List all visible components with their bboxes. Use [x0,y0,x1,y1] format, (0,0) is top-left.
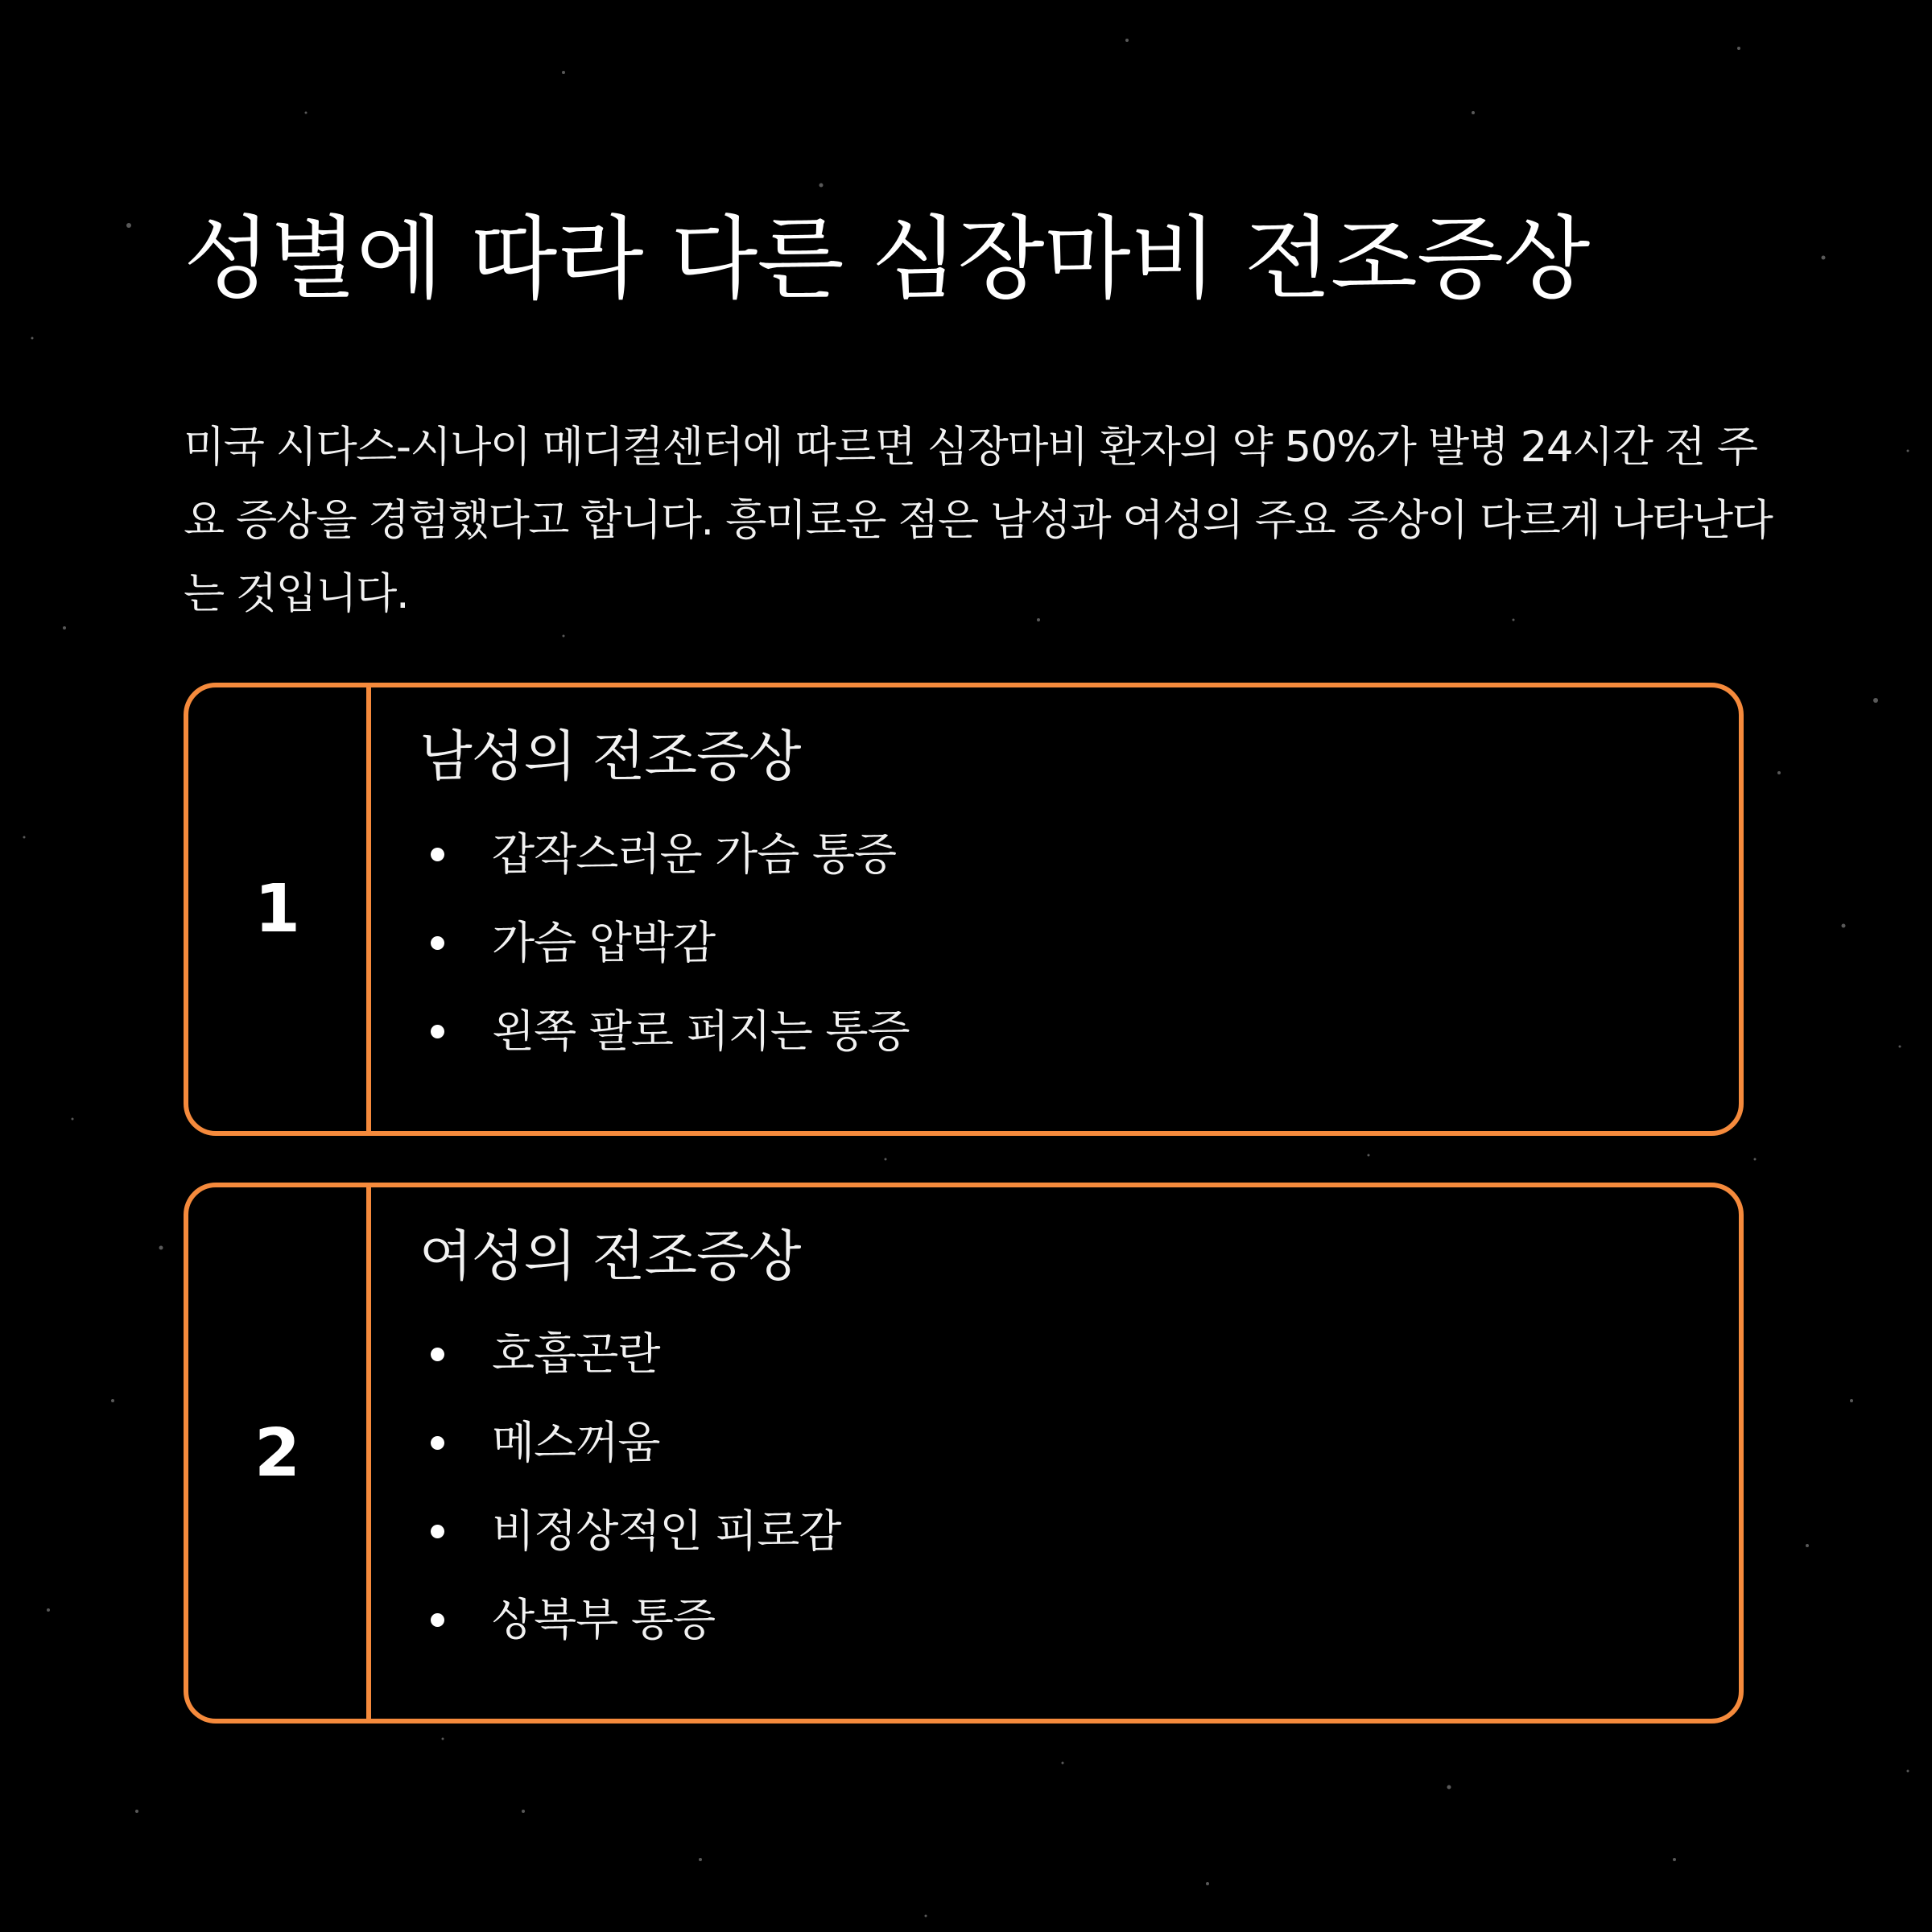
card-heading: 여성의 전조증상 [419,1225,801,1289]
symptom-card-men [184,683,1744,1136]
page-title: 성별에 따라 다른 심장마비 전조증상 [184,207,1590,312]
list-item [419,810,1739,898]
list-item-label: 메스꺼움 [492,1417,660,1468]
list-item [419,1310,1739,1398]
list-item-label: 왼쪽 팔로 퍼지는 통증 [492,1005,910,1057]
bullet-dot-icon [431,848,444,861]
list-item-label: 비정상적인 피로감 [492,1505,841,1557]
list-item-label: 가슴 압박감 [492,917,716,968]
intro-paragraph: 미국 시다스-시나이 메디컬센터에 따르면 심장마비 환자의 약 50%가 발병 24시간 전 주요 증상을 경험했다고 합니다. 흥미로운 점은 남성과 여성의 주요 증상이 다르게 나타난다는 것입니다. [184,423,1773,618]
list-item [419,987,1739,1075]
bullet-dot-icon [431,1436,444,1450]
bullet-dot-icon [431,1348,444,1361]
list-item-label: 상복부 통증 [492,1594,716,1645]
card-number: 2 [188,1187,371,1719]
card-heading: 남성의 전조증상 [419,725,801,789]
card-body [371,687,1739,1131]
list-item [419,1575,1739,1664]
card-number: 1 [188,687,371,1131]
list-item-label: 갑작스러운 가슴 통증 [492,828,897,880]
list-item-label: 호흡곤란 [492,1328,660,1380]
bullet-dot-icon [431,1025,444,1038]
list-item [419,898,1739,987]
symptom-card-women [184,1183,1744,1724]
symptom-list [419,810,1739,1075]
list-item [419,1487,1739,1575]
card-body [371,1187,1739,1719]
bullet-dot-icon [431,936,444,950]
bullet-dot-icon [431,1613,444,1627]
list-item [419,1398,1739,1487]
symptom-list [419,1310,1739,1664]
bullet-dot-icon [431,1525,444,1538]
